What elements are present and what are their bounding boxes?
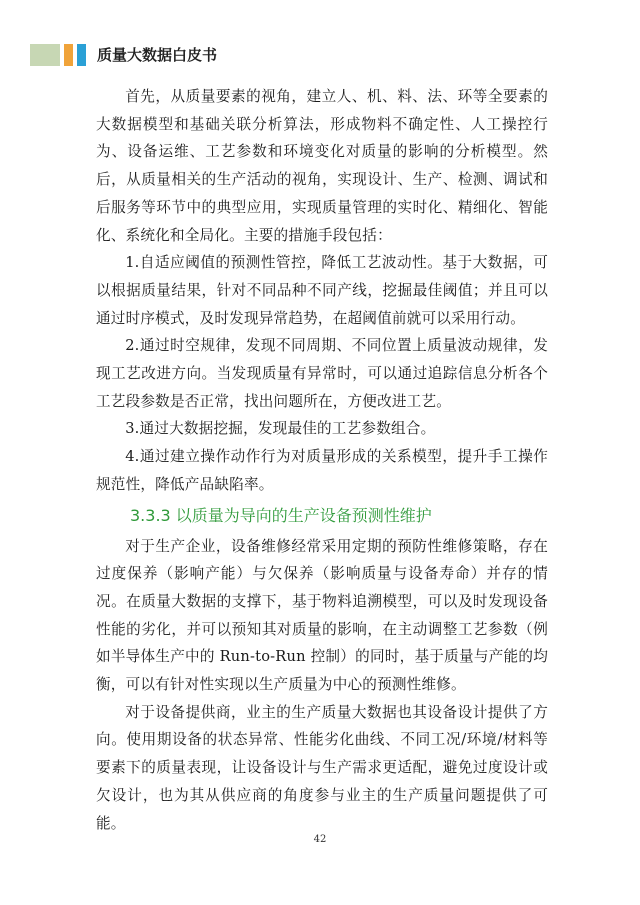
paragraph-equipment-providers: 对于设备提供商，业主的生产质量大数据也其设备设计提供了方向。使用期设备的状态异常、性能劣化曲线、不同工况/环境/材料等要素下的质量表现，让设备设计与生产需求更适配，避免过度设计或欠设计，也为其从供应商的角度参与业主的生产质量问题提供了可能。 [96, 703, 548, 832]
header-title: 质量大数据白皮书 [97, 46, 218, 64]
header-orange-block [64, 44, 73, 66]
section-heading: 3.3.3 以质量为导向的生产设备预测性维护 [130, 505, 432, 525]
page-header [0, 44, 640, 66]
paragraph-intro: 首先，从质量要素的视角，建立人、机、料、法、环等全要素的大数据模型和基础关联分析算法，形成物料不确定性、人工操控行为、设备运维、工艺参数和环境变化对质量的影响的分析模型。然后，从质量相关的生产活动的视角，实现设计、生产、检测、调试和后服务等环节中的典型应用，实现质量管理的实时化、精细化、智能化、系统化和全局化。主要的措施手段包括： [96, 88, 548, 244]
list-item-3: 3.通过大数据挖掘，发现最佳的工艺参数组合。 [125, 420, 436, 438]
page-body [96, 83, 548, 837]
list-item-1: 1.自适应阈值的预测性管控，降低工艺波动性。基于大数据，可以根据质量结果，针对不同品种不同产线，挖掘最佳阈值；并且可以通过时序模式，及时发现异常趋势，在超阈值前就可以采用行动。 [96, 254, 548, 327]
list-item-4: 4.通过建立操作动作行为对质量形成的关系模型，提升手工操作规范性，降低产品缺陷率。 [96, 448, 548, 493]
header-blue-block [77, 44, 86, 66]
page-number: 42 [313, 834, 327, 845]
list-item-2: 2.通过时空规律，发现不同周期、不同位置上质量波动规律，发现工艺改进方向。当发现质量有异常时，可以通过追踪信息分析各个工艺段参数是否正常，找出问题所在，方便改进工艺。 [96, 337, 548, 410]
paragraph-manufacturers: 对于生产企业，设备维修经常采用定期的预防性维修策略，存在过度保养（影响产能）与欠保养（影响质量与设备寿命）并存的情况。在质量大数据的支撑下，基于物料追溯模型，可以及时发现设备性能的劣化，并可以预知其对质量的影响，在主动调整工艺参数（例如半导体生产中的 Run-to-Run 控制）的同时，基于质量与产能的均衡，可以有针对性实现以生产质量为中心的预测性维修。 [96, 537, 548, 694]
header-green-block [30, 44, 60, 66]
